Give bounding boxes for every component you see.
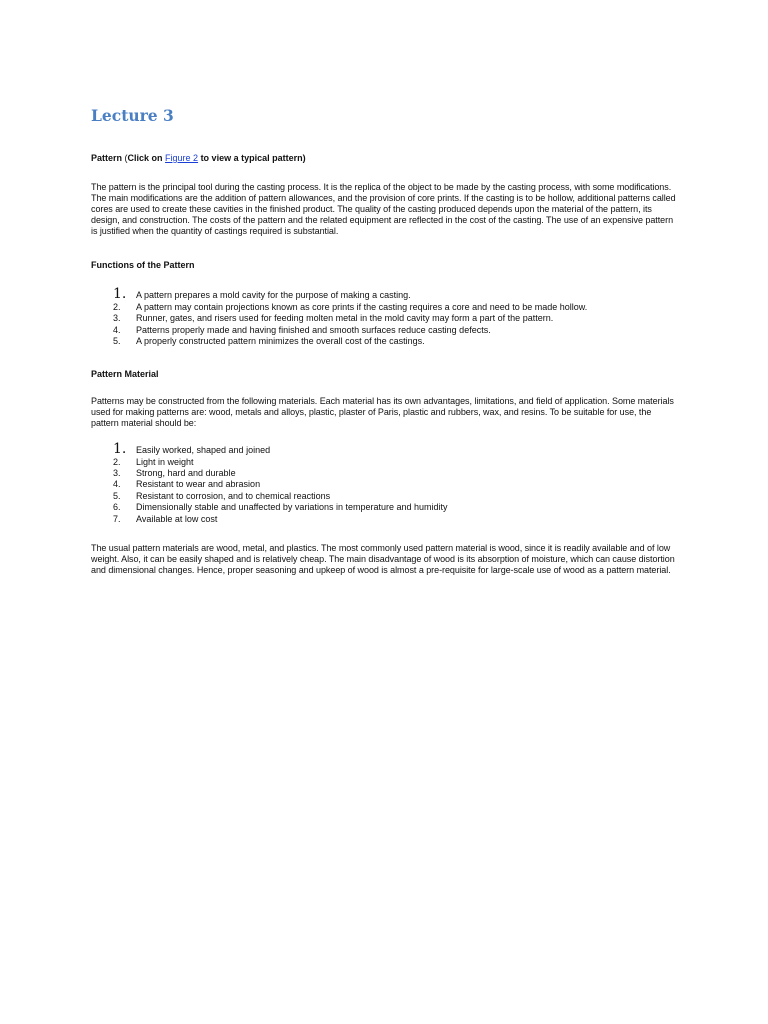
list-item xyxy=(91,502,679,513)
list-item-number: 1. xyxy=(113,440,127,457)
list-item xyxy=(91,325,679,336)
list-item xyxy=(91,479,679,490)
list-item-number: 3. xyxy=(113,313,121,324)
pattern-heading xyxy=(91,152,679,164)
list-item xyxy=(91,302,679,313)
list-item-text: Resistant to wear and abrasion xyxy=(136,479,261,490)
functions-list xyxy=(91,287,679,348)
spacer xyxy=(91,525,679,543)
list-item-text: Runner, gates, and risers used for feeding molten metal in the mold cavity may form a part of the pattern. xyxy=(136,313,554,324)
intro-paragraph: The pattern is the principal tool during the casting process. It is the replica of the object to be made by the casting process, with some modifications. The main modifications are the addition of pattern allowances, and the provision of core prints. If the casting is to be hollow, additional patterns called cores are used to create these cavities in the finished product. The quality of the casting produced depends upon the material of the pattern, its design, and construction. The costs of the pattern and the related equipment are reflected in the cost of the casting. The use of an expensive pattern is justified when the quantity of castings required is substantial. xyxy=(91,182,676,236)
closing-paragraph: The usual pattern materials are wood, metal, and plastics. The most commonly used pattern material is wood, since it is readily available and of low weight. Also, it can be easily shaped and is relatively cheap. The main disadvantage of wood is its absorption of moisture, which can cause distortion and dimensional changes. Hence, proper seasoning and upkeep of wood is almost a pre-requisite for large-scale use of wood as a pattern material. xyxy=(91,543,675,576)
spacer xyxy=(91,380,679,396)
list-item-number: 2. xyxy=(113,302,121,312)
functions-heading: Functions of the Pattern xyxy=(91,260,195,270)
list-item-text: Easily worked, shaped and joined xyxy=(136,444,271,455)
figure-2-link[interactable]: Figure 2 xyxy=(165,153,199,163)
list-item-number: 4. xyxy=(113,479,121,490)
spacer xyxy=(91,348,679,368)
pattern-heading-prefix: Pattern xyxy=(91,153,123,163)
list-item-number: 1. xyxy=(113,286,127,302)
list-item-number: 5. xyxy=(113,336,121,347)
spacer xyxy=(91,164,679,182)
list-item xyxy=(91,468,679,479)
spacer xyxy=(91,271,679,287)
list-item-number: 3. xyxy=(113,468,121,479)
list-item-text: A pattern may contain projections known as core prints if the casting requires a core and need to be made hollow. xyxy=(136,302,588,312)
spacer xyxy=(91,237,679,259)
lecture-title: Lecture 3 xyxy=(91,106,174,125)
list-item-text: Available at low cost xyxy=(136,513,218,524)
list-item-number: 6. xyxy=(113,502,121,513)
list-item xyxy=(91,442,679,457)
list-item xyxy=(91,313,679,324)
list-item-number: 7. xyxy=(113,513,121,524)
spacer xyxy=(91,429,679,442)
document-page xyxy=(91,104,679,576)
pattern-heading-click-on: Click on xyxy=(127,153,166,163)
list-item xyxy=(91,491,679,502)
list-item-text: Strong, hard and durable xyxy=(136,468,236,479)
material-list xyxy=(91,442,679,525)
pattern-heading-suffix: to view a typical pattern) xyxy=(198,153,306,163)
list-item-number: 2. xyxy=(113,456,121,467)
list-item-text: A properly constructed pattern minimizes the overall cost of the castings. xyxy=(136,336,425,347)
list-item-number: 4. xyxy=(113,324,121,335)
list-item-text: A pattern prepares a mold cavity for the purpose of making a casting. xyxy=(136,290,411,300)
material-heading: Pattern Material xyxy=(91,368,159,379)
list-item xyxy=(91,457,679,468)
list-item-number: 5. xyxy=(113,490,121,501)
list-item-text: Patterns properly made and having finished and smooth surfaces reduce casting defects. xyxy=(136,324,491,335)
list-item-text: Dimensionally stable and unaffected by variations in temperature and humidity xyxy=(136,502,448,513)
list-item xyxy=(91,336,679,347)
list-item xyxy=(91,287,679,302)
list-item xyxy=(91,514,679,525)
list-item-text: Resistant to corrosion, and to chemical reactions xyxy=(136,490,331,501)
list-item-text: Light in weight xyxy=(136,456,194,467)
spacer xyxy=(91,128,679,152)
material-paragraph: Patterns may be constructed from the following materials. Each material has its own advantages, limitations, and field of application. Some materials used for making patterns are: wood, metals and alloys, plastic, plaster of Paris, plastic and rubbers, wax, and resins. To be suitable for use, the pattern material should be: xyxy=(91,395,674,428)
pattern-heading-open-paren: ( xyxy=(122,153,128,163)
